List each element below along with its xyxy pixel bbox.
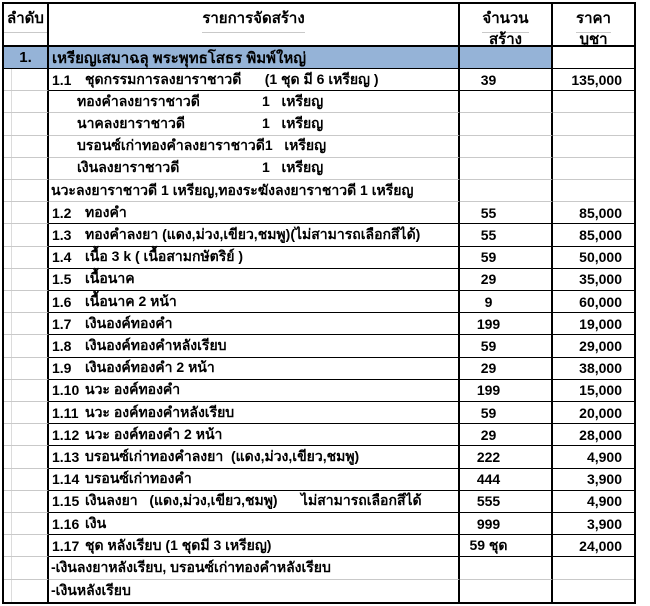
quantity-cell: 555 [460, 491, 553, 513]
item-label: ชุด หลังเรียบ (1 ชุดมี 3 เหรียญ) [85, 536, 272, 553]
item-number: 1.8 [52, 338, 72, 355]
price-cell: 50,000 [553, 247, 634, 269]
item-label: เนื้อนาค 2 หน้า [85, 292, 177, 309]
item-number: 1.16 [52, 515, 80, 532]
item-cell [49, 247, 460, 269]
sub-item-row [4, 158, 634, 180]
quantity-cell: 9 [460, 291, 553, 313]
item-label: ชุดกรรมการลงยาราชาวดี (1 ชุด มี 6 เหรียญ ) [85, 70, 379, 87]
price-cell: 28,000 [553, 424, 634, 446]
item-cell [49, 402, 460, 424]
order-gutter-cell [4, 535, 49, 557]
quantity-cell [460, 180, 553, 202]
item-row [4, 358, 634, 380]
note-row [4, 557, 634, 579]
price-cell: 4,900 [553, 446, 634, 468]
order-gutter-cell [4, 335, 49, 357]
order-gutter-cell [4, 313, 49, 335]
item-number: 1.15 [52, 493, 80, 510]
sub-item-label: นาคลงยาราชาวดี [77, 115, 185, 132]
order-gutter-cell [4, 469, 49, 491]
quantity-cell [460, 113, 553, 135]
order-gutter-cell [4, 269, 49, 291]
item-label: เนื้อ 3 k ( เนื้อสามกษัตริย์ ) [85, 248, 244, 265]
item-label: ทองคำลงยา (แดง,ม่วง,เขียว,ชมพู)(ไม่สามารถเลือกสีได้) [85, 226, 421, 243]
sub-item-quantity: 1 เหรียญ [262, 159, 324, 176]
item-cell [49, 358, 460, 380]
price-cell [553, 136, 634, 158]
order-gutter-cell [4, 69, 49, 91]
order-gutter-cell [4, 402, 49, 424]
price-cell: 60,000 [553, 291, 634, 313]
item-row [4, 491, 634, 513]
price-cell [553, 180, 634, 202]
item-row [4, 402, 634, 424]
sub-item-row [4, 91, 634, 113]
item-row [4, 224, 634, 246]
quantity-cell: 29 [460, 358, 553, 380]
price-cell [553, 580, 634, 602]
item-label: เงินองค์ทองคำ [85, 314, 173, 331]
price-cell: 85,000 [553, 202, 634, 224]
item-cell [49, 491, 460, 513]
sub-item-row [4, 136, 634, 158]
item-number: 1.2 [52, 204, 72, 221]
item-number: 1.9 [52, 360, 72, 377]
order-gutter-cell [4, 91, 49, 113]
item-row [4, 446, 634, 468]
item-cell [49, 469, 460, 491]
item-cell [49, 113, 460, 135]
price-cell: 38,000 [553, 358, 634, 380]
price-table [2, 2, 636, 604]
item-number: 1.3 [52, 227, 72, 244]
sub-item-quantity: 1 เหรียญ [262, 92, 324, 109]
note-row [4, 180, 634, 202]
quantity-cell [460, 136, 553, 158]
order-gutter-cell [4, 358, 49, 380]
item-row [4, 202, 634, 224]
item-cell [49, 513, 460, 535]
item-label: ทองคำ [85, 203, 127, 220]
sub-item-quantity: 1 เหรียญ [262, 115, 324, 132]
order-gutter-cell [4, 557, 49, 579]
header-price-cell [553, 4, 634, 48]
price-cell: 135,000 [553, 69, 634, 91]
item-cell [49, 424, 460, 446]
order-gutter-cell [4, 424, 49, 446]
item-number: 1.10 [52, 382, 80, 399]
item-label: เงินลงยา (แดง,ม่วง,เขียว,ชมพู) ไม่สามารถเลือกสีได้ [85, 492, 422, 509]
quantity-cell: 59 [460, 402, 553, 424]
item-cell [49, 269, 460, 291]
note-label: -เงินลงยาหลังเรียบ, บรอนซ์เก่าทองคำหลังเรียบ [51, 559, 331, 576]
order-gutter-cell [4, 224, 49, 246]
item-label: เงินองค์ทองคำหลังเรียบ [85, 337, 227, 354]
price-cell: 20,000 [553, 402, 634, 424]
header-order-label: ลำดับ [4, 4, 47, 33]
item-label: นวะ องค์ทองคำหลังเรียบ [85, 403, 235, 420]
quantity-cell [460, 557, 553, 579]
header-item-label: รายการจัดสร้าง [202, 4, 304, 33]
quantity-cell: 59 [460, 247, 553, 269]
quantity-cell: 59 ชุด [460, 535, 553, 557]
item-cell [49, 158, 460, 180]
price-cell: 29,000 [553, 335, 634, 357]
item-cell [49, 380, 460, 402]
item-row [4, 535, 634, 557]
item-cell [49, 69, 460, 91]
header-price-label-line2: บูชา [579, 30, 608, 48]
item-row [4, 513, 634, 535]
item-row [4, 313, 634, 335]
item-label: เนื้อนาค [85, 270, 135, 287]
price-cell [553, 158, 634, 180]
item-cell [49, 180, 460, 202]
item-cell [49, 224, 460, 246]
quantity-cell [460, 158, 553, 180]
item-cell [49, 291, 460, 313]
item-row [4, 69, 634, 91]
item-cell [49, 202, 460, 224]
item-number: 1.13 [52, 449, 80, 466]
order-gutter-cell [4, 446, 49, 468]
item-row [4, 424, 634, 446]
order-gutter-cell [4, 513, 49, 535]
order-gutter-cell [4, 113, 49, 135]
table-body [4, 69, 634, 602]
order-gutter-cell [4, 580, 49, 602]
price-cell [553, 113, 634, 135]
quantity-cell: 55 [460, 224, 553, 246]
header-quantity-label-line2: สร้าง [489, 30, 522, 48]
item-label: เงิน [85, 514, 107, 531]
item-row [4, 291, 634, 313]
order-gutter-cell [4, 380, 49, 402]
note-label: นวะลงยาราชาวดี 1 เหรียญ,ทองระฆังลงยาราชาวดี 1 เหรียญ [51, 181, 414, 198]
section-number: 1. [4, 47, 49, 69]
price-cell [553, 91, 634, 113]
item-cell [49, 535, 460, 557]
quantity-cell: 222 [460, 446, 553, 468]
section-price-cell [553, 47, 634, 69]
quantity-cell: 39 [460, 69, 553, 91]
section-title: เหรียญเสมาฉลุ พระพุทธโสธร พิมพ์ใหญ่ [49, 47, 460, 69]
price-cell: 4,900 [553, 491, 634, 513]
price-cell: 3,900 [553, 513, 634, 535]
quantity-cell: 199 [460, 380, 553, 402]
header-order-spacer [4, 33, 47, 45]
item-cell [49, 91, 460, 113]
header-order-cell [4, 4, 49, 45]
item-row [4, 247, 634, 269]
item-row [4, 335, 634, 357]
quantity-cell [460, 91, 553, 113]
price-cell: 35,000 [553, 269, 634, 291]
sub-item-label: ทองคำลงยาราชาวดี [77, 92, 200, 109]
item-number: 1.1 [52, 71, 72, 88]
item-label: นวะ องค์ทองคำ 2 หน้า [85, 425, 223, 442]
price-cell: 24,000 [553, 535, 634, 557]
note-row [4, 580, 634, 602]
order-gutter-cell [4, 291, 49, 313]
item-number: 1.17 [52, 537, 80, 554]
item-number: 1.6 [52, 293, 72, 310]
item-cell [49, 580, 460, 602]
price-cell [553, 557, 634, 579]
item-number: 1.4 [52, 249, 72, 266]
item-cell [49, 136, 460, 158]
item-number: 1.5 [52, 271, 72, 288]
quantity-cell: 55 [460, 202, 553, 224]
sub-item-label: เงินลงยาราชาวดี [77, 159, 180, 176]
sub-item-row [4, 113, 634, 135]
quantity-cell: 29 [460, 269, 553, 291]
header-price-label-line1: ราคา [576, 4, 611, 33]
item-cell [49, 557, 460, 579]
section-quantity-cell [460, 47, 553, 69]
order-gutter-cell [4, 491, 49, 513]
order-gutter-cell [4, 247, 49, 269]
item-label: บรอนซ์เก่าทองคำ [85, 470, 192, 487]
header-item-cell [49, 4, 460, 45]
item-row [4, 380, 634, 402]
price-cell: 85,000 [553, 224, 634, 246]
price-cell: 3,900 [553, 469, 634, 491]
item-label: บรอนซ์เก่าทองคำลงยา (แดง,ม่วง,เขียว,ชมพู) [85, 448, 360, 465]
table-header-row [4, 4, 634, 47]
sub-item-quantity: 1 เหรียญ [264, 137, 327, 154]
item-number: 1.12 [52, 426, 80, 443]
quantity-cell [460, 580, 553, 602]
section-row [4, 47, 634, 69]
quantity-cell: 59 [460, 335, 553, 357]
item-number: 1.7 [52, 315, 72, 332]
price-cell: 19,000 [553, 313, 634, 335]
quantity-cell: 199 [460, 313, 553, 335]
item-label: นวะ องค์ทองคำ [85, 381, 181, 398]
order-gutter-cell [4, 158, 49, 180]
header-quantity-cell [460, 4, 553, 48]
header-quantity-label-line1: จำนวน [482, 4, 528, 33]
item-row [4, 269, 634, 291]
price-cell: 15,000 [553, 380, 634, 402]
order-gutter-cell [4, 202, 49, 224]
item-number: 1.11 [52, 404, 79, 421]
item-cell [49, 313, 460, 335]
quantity-cell: 444 [460, 469, 553, 491]
order-gutter-cell [4, 136, 49, 158]
item-number: 1.14 [52, 471, 80, 488]
note-label: -เงินหลังเรียบ [51, 581, 131, 598]
item-label: เงินองค์ทองคำ 2 หน้า [85, 359, 215, 376]
order-gutter-cell [4, 180, 49, 202]
item-cell [49, 446, 460, 468]
quantity-cell: 999 [460, 513, 553, 535]
quantity-cell: 29 [460, 424, 553, 446]
item-row [4, 469, 634, 491]
item-cell [49, 335, 460, 357]
sub-item-label: บรอนซ์เก่าทองคำลงยาราชาวดี [77, 137, 265, 154]
